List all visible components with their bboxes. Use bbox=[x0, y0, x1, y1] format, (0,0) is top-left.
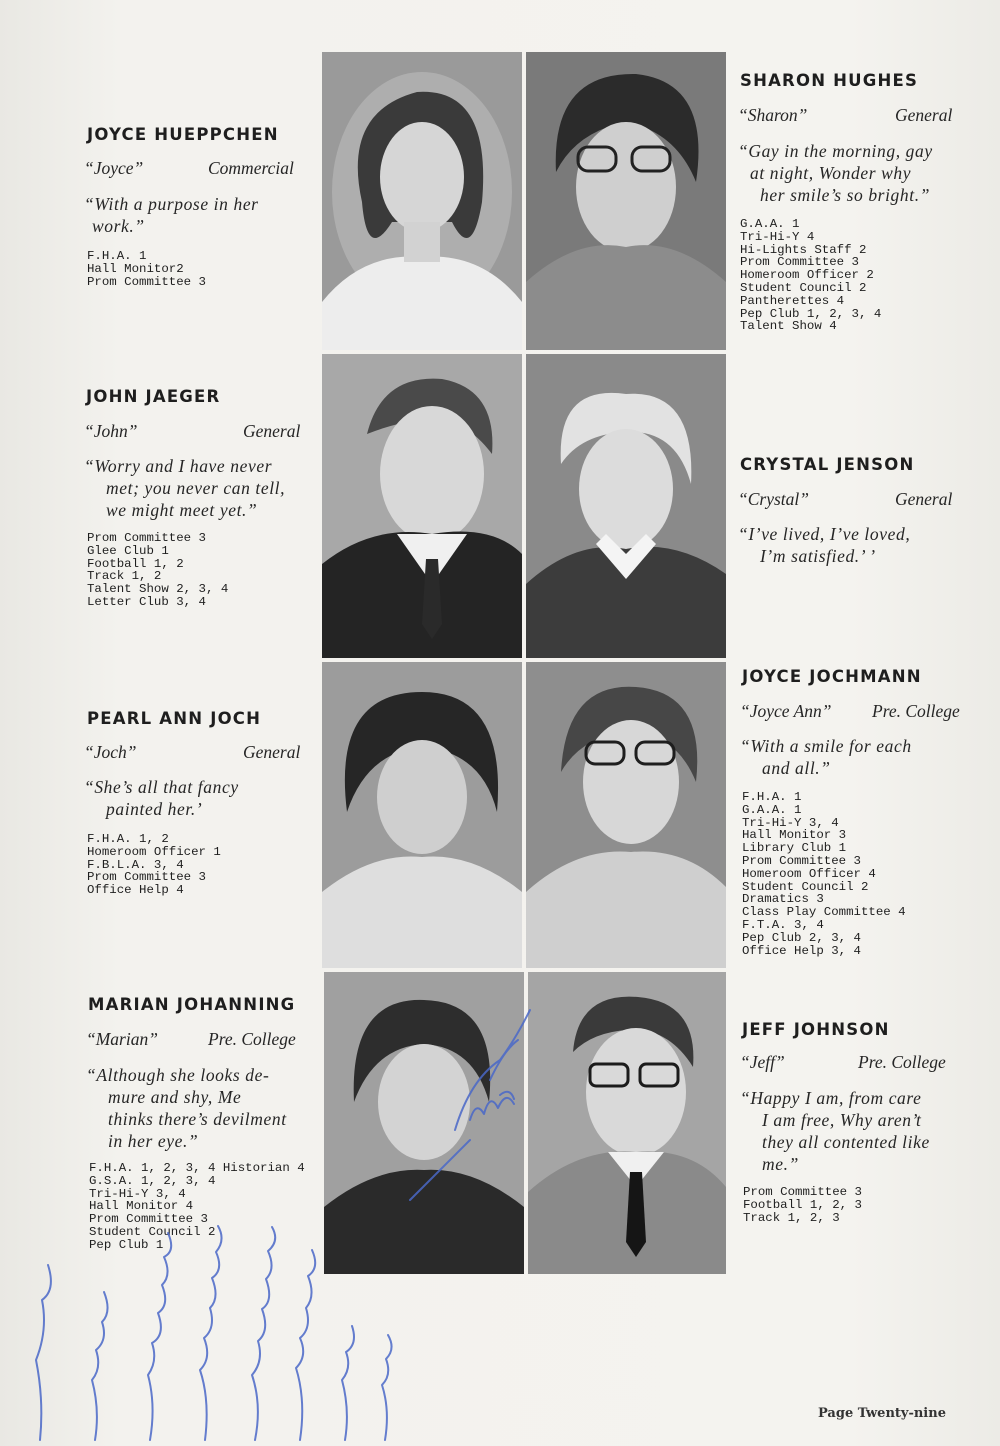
activity-item: Track 1, 2 bbox=[87, 569, 162, 584]
activity-item: Prom Committee 3 bbox=[87, 274, 206, 289]
student-nickname: “Joyce Ann” bbox=[740, 701, 832, 721]
activity-item: Pep Club 2, 3, 4 bbox=[742, 930, 861, 945]
portrait-sharon-hughes bbox=[526, 52, 726, 350]
student-name: JOYCE JOCHMANN bbox=[742, 667, 922, 686]
quote-line: “With a purpose in her bbox=[84, 194, 259, 214]
activity-item: Tri-Hi-Y 4 bbox=[740, 229, 815, 244]
activity-item: Student Council 2 bbox=[89, 1224, 216, 1239]
activity-list bbox=[743, 1186, 862, 1224]
activity-item: Office Help 3, 4 bbox=[742, 943, 861, 958]
activity-item: Prom Committee 3 bbox=[89, 1212, 208, 1227]
quote-line: thinks there’s devilment bbox=[108, 1109, 287, 1129]
activity-list bbox=[742, 791, 906, 957]
quote-line: “I’ve lived, I’ve loved, bbox=[738, 524, 911, 544]
quote-line: me.” bbox=[762, 1154, 799, 1174]
activity-item: F.H.A. 1 bbox=[742, 790, 802, 804]
portrait-joyce-jochmann bbox=[526, 662, 726, 968]
activity-item: F.H.A. 1, 2 bbox=[87, 832, 169, 846]
activity-item: Student Council 2 bbox=[740, 280, 867, 295]
student-quote bbox=[84, 776, 239, 820]
student-nickname: “Sharon” bbox=[738, 105, 808, 125]
activity-item: Track 1, 2, 3 bbox=[743, 1210, 840, 1225]
quote-line: in her eye.” bbox=[108, 1131, 199, 1151]
quote-line: “Worry and I have never bbox=[84, 456, 273, 476]
activity-list bbox=[89, 1162, 305, 1252]
activity-item: F.B.L.A. 3, 4 bbox=[87, 857, 184, 872]
portrait-john-jaeger bbox=[322, 354, 522, 658]
activity-item: F.H.A. 1, 2, 3, 4 Historian 4 bbox=[89, 1161, 305, 1175]
activity-item: Pantherettes 4 bbox=[740, 293, 845, 308]
activity-item: Hall Monitor 3 bbox=[742, 828, 847, 843]
activity-item: Hall Monitor 4 bbox=[89, 1199, 194, 1214]
activity-item: Dramatics 3 bbox=[742, 892, 824, 907]
activity-list bbox=[87, 532, 228, 609]
student-course: Pre. College bbox=[208, 1029, 296, 1049]
activity-item: G.S.A. 1, 2, 3, 4 bbox=[89, 1173, 216, 1188]
quote-line: “Happy I am, from care bbox=[740, 1088, 922, 1108]
quote-line: “She’s all that fancy bbox=[84, 777, 239, 797]
activity-list bbox=[740, 218, 881, 333]
activity-item: Prom Committee 3 bbox=[87, 531, 206, 545]
activity-item: Football 1, 2, 3 bbox=[743, 1197, 862, 1212]
student-name: MARIAN JOHANNING bbox=[88, 995, 296, 1014]
activity-item: Homeroom Officer 1 bbox=[87, 844, 221, 859]
student-nickname: “Jeff” bbox=[740, 1052, 785, 1072]
quote-line: mure and shy, Me bbox=[108, 1087, 242, 1107]
student-nickname: “Joch” bbox=[84, 742, 137, 762]
portrait-marian-johanning bbox=[324, 972, 524, 1274]
activity-item: Letter Club 3, 4 bbox=[87, 594, 206, 609]
student-nickname: “Crystal” bbox=[738, 489, 809, 509]
student-quote bbox=[84, 193, 259, 237]
activity-item: Talent Show 2, 3, 4 bbox=[87, 582, 229, 597]
activity-item: Student Council 2 bbox=[742, 879, 869, 894]
activity-item: Office Help 4 bbox=[87, 883, 184, 898]
activity-item: Homeroom Officer 2 bbox=[740, 268, 874, 283]
activity-item: Talent Show 4 bbox=[740, 319, 837, 334]
student-nickname: “John” bbox=[84, 421, 138, 441]
student-quote bbox=[738, 140, 933, 206]
activity-item: Prom Committee 3 bbox=[743, 1185, 862, 1199]
activity-item: Tri-Hi-Y 3, 4 bbox=[742, 815, 839, 830]
activity-item: Glee Club 1 bbox=[87, 543, 169, 558]
activity-item: Hi-Lights Staff 2 bbox=[740, 242, 867, 257]
quote-line: I am free, Why aren’t bbox=[762, 1110, 922, 1130]
activity-item: F.H.A. 1 bbox=[87, 249, 147, 263]
quote-line: I’m satisfied.’ ’ bbox=[760, 546, 876, 566]
student-nickname: “Marian” bbox=[86, 1029, 158, 1049]
quote-line: at night, Wonder why bbox=[750, 163, 912, 183]
student-quote bbox=[84, 455, 285, 521]
activity-item: Football 1, 2 bbox=[87, 556, 184, 571]
student-course: Commercial bbox=[208, 158, 294, 178]
activity-item: Homeroom Officer 4 bbox=[742, 866, 876, 881]
portrait-pearl-ann-joch bbox=[322, 662, 522, 968]
activity-item: Library Club 1 bbox=[742, 841, 847, 856]
activity-item: F.T.A. 3, 4 bbox=[742, 917, 824, 932]
quote-line: met; you never can tell, bbox=[106, 478, 286, 498]
activity-list bbox=[87, 250, 206, 288]
student-course: General bbox=[895, 105, 953, 125]
activity-item: Tri-Hi-Y 3, 4 bbox=[89, 1186, 186, 1201]
student-course: General bbox=[243, 742, 301, 762]
quote-line: we might meet yet.” bbox=[106, 500, 258, 520]
student-quote bbox=[740, 735, 912, 779]
student-quote bbox=[86, 1064, 287, 1152]
activity-item: Hall Monitor2 bbox=[87, 261, 184, 276]
student-name: CRYSTAL JENSON bbox=[740, 455, 915, 474]
activity-item: G.A.A. 1 bbox=[740, 217, 800, 231]
activity-item: Pep Club 1, 2, 3, 4 bbox=[740, 306, 882, 321]
student-name: SHARON HUGHES bbox=[740, 71, 919, 90]
activity-item: Class Play Committee 4 bbox=[742, 905, 906, 920]
activity-list bbox=[87, 833, 221, 897]
activity-item: G.A.A. 1 bbox=[742, 802, 802, 817]
student-name: JOHN JAEGER bbox=[86, 387, 221, 406]
quote-line: painted her.’ bbox=[106, 799, 203, 819]
portrait-jeff-johnson bbox=[528, 972, 726, 1274]
student-course: Pre. College bbox=[872, 701, 960, 721]
student-name: JEFF JOHNSON bbox=[742, 1020, 890, 1039]
student-course: General bbox=[243, 421, 301, 441]
quote-line: and all.” bbox=[762, 758, 831, 778]
quote-line: they all contented like bbox=[762, 1132, 930, 1152]
activity-item: Prom Committee 3 bbox=[742, 853, 861, 868]
quote-line: “Gay in the morning, gay bbox=[738, 141, 933, 161]
quote-line: her smile’s so bright.” bbox=[760, 185, 931, 205]
portrait-joyce-hueppchen bbox=[322, 52, 522, 350]
student-course: Pre. College bbox=[858, 1052, 946, 1072]
student-name: JOYCE HUEPPCHEN bbox=[87, 125, 279, 144]
student-quote bbox=[738, 523, 910, 567]
student-course: General bbox=[895, 489, 953, 509]
student-nickname: “Joyce” bbox=[84, 158, 144, 178]
activity-item: Prom Committee 3 bbox=[87, 870, 206, 885]
activity-item: Prom Committee 3 bbox=[740, 255, 859, 270]
student-quote bbox=[740, 1087, 930, 1175]
portrait-crystal-jenson bbox=[526, 354, 726, 658]
activity-item: Pep Club 1 bbox=[89, 1237, 164, 1252]
quote-line: work.” bbox=[92, 216, 145, 236]
page-number: Page Twenty-nine bbox=[818, 1406, 946, 1421]
student-name: PEARL ANN JOCH bbox=[87, 709, 262, 728]
quote-line: “With a smile for each bbox=[740, 736, 912, 756]
quote-line: “Although she looks de- bbox=[86, 1065, 270, 1085]
